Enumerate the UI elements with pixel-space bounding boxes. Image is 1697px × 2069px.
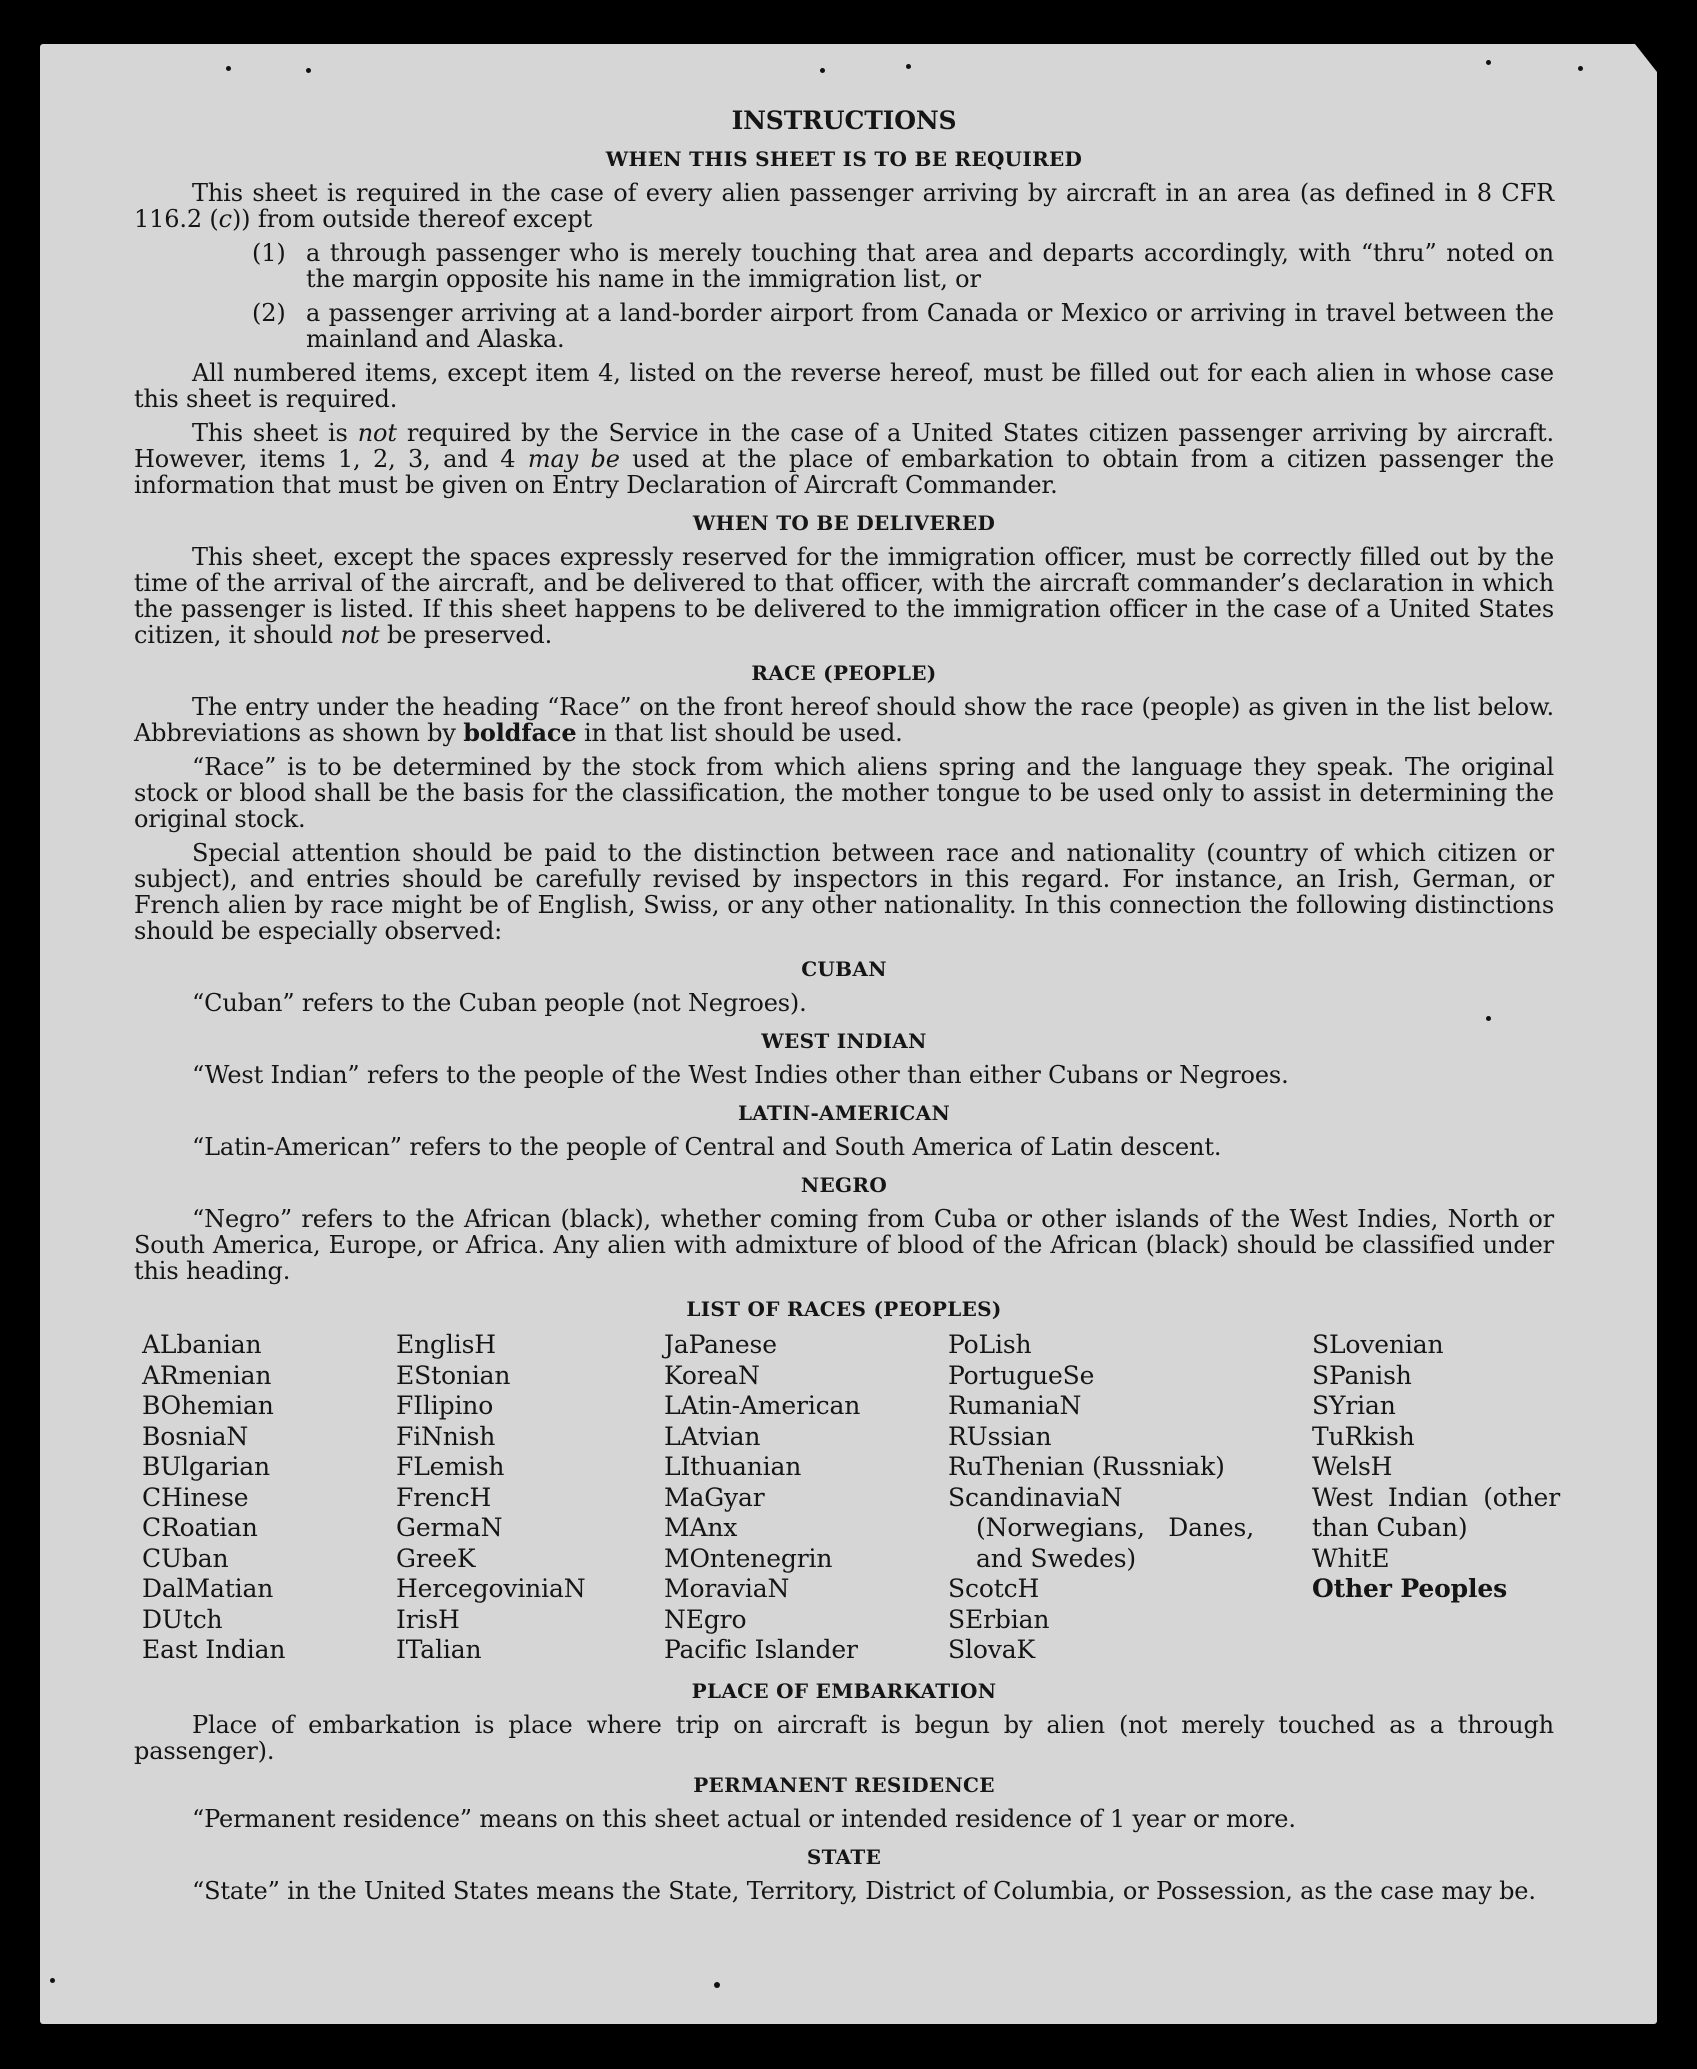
paragraph: This sheet is not required by the Service in the case of a United States citizen passenger arriving by aircraft. However, items 1, 2, 3, and 4 may be used at the place of embarkation to obtain from a citizen passenger the information that must be given on Entry Declaration of Aircraft Commander.	[134, 419, 1555, 499]
list-item: (1) a through passenger who is merely touching that area and departs accordingly, with “thru” noted on the margin opposite his name in the immigration list, or	[252, 239, 1554, 293]
race-entry: FIlipino	[396, 1391, 494, 1420]
paragraph: Place of embarkation is place where trip on aircraft is begun by alien (not merely touched as a through passenger).	[134, 1710, 1554, 1765]
heading-latin-american: LATIN-AMERICAN	[737, 1101, 951, 1125]
race-column	[1312, 1330, 1560, 1666]
race-entry: GermaN	[396, 1513, 503, 1542]
race-entry: SPanish	[1312, 1360, 1412, 1390]
race-entry: ITalian	[396, 1635, 482, 1664]
paragraph: Special attention should be paid to the distinction between race and nationality (country of which citizen or subject), and entries should be carefully revised by inspectors in this regard. For instance, an Irish, German, or French alien by race might be of English, Swiss, or any other nationality. In this connection the following distinctions should be especially observed:	[134, 839, 1554, 945]
race-entry: MAnx	[664, 1513, 738, 1542]
race-entry: West Indian (other than Cuban)	[1312, 1482, 1560, 1542]
race-entry: FrencH	[396, 1482, 492, 1512]
race-entry: ScandinaviaN (Norwegians, Danes, and Swedes)	[948, 1482, 1254, 1573]
heading-race: RACE (PEOPLE)	[751, 661, 937, 685]
race-entry: TuRkish	[1312, 1421, 1415, 1451]
race-entry: ALbanian	[142, 1330, 262, 1359]
race-column	[664, 1330, 948, 1666]
heading-when-delivered: WHEN TO BE DELIVERED	[692, 511, 996, 535]
paragraph: “State” in the United States means the State, Territory, District of Columbia, or Possession, as the case may be.	[192, 1876, 1536, 1905]
speck	[906, 64, 911, 69]
heading-west-indian: WEST INDIAN	[761, 1029, 927, 1053]
race-entry: EnglisH	[396, 1330, 496, 1359]
race-list	[142, 1330, 1560, 1666]
paragraph: “Cuban” refers to the Cuban people (not Negroes).	[192, 989, 807, 1017]
speck	[1578, 66, 1583, 71]
race-column	[396, 1330, 664, 1666]
race-entry: WelsH	[1312, 1452, 1393, 1481]
race-entry: LIthuanian	[664, 1452, 802, 1481]
race-entry: RUssian	[948, 1421, 1052, 1451]
race-entry: Other Peoples	[1312, 1574, 1507, 1603]
race-entry: SlovaK	[948, 1635, 1035, 1664]
race-entry: East Indian	[142, 1635, 286, 1664]
speck	[714, 1982, 720, 1988]
speck	[1486, 60, 1491, 65]
heading-cuban: CUBAN	[801, 957, 887, 981]
race-entry: SErbian	[948, 1604, 1050, 1634]
paragraph: The entry under the heading “Race” on the front hereof should show the race (people) as given in the list below. Abbreviations as shown by boldface in that list should be used.	[134, 693, 1554, 747]
paragraph: “Latin-American” refers to the people of Central and South America of Latin descent.	[192, 1133, 1222, 1161]
speck	[820, 68, 825, 73]
race-entry: IrisH	[396, 1604, 460, 1634]
speck	[306, 68, 311, 73]
race-entry: ScotcH	[948, 1574, 1040, 1603]
race-entry: JaPanese	[664, 1330, 777, 1359]
race-entry: MoraviaN	[664, 1574, 790, 1603]
race-entry: SYrian	[1312, 1391, 1396, 1420]
paragraph: This sheet is required in the case of every alien passenger arriving by aircraft in an area (as defined in 8 CFR 116.2 (c)) from outside thereof except	[134, 179, 1554, 233]
race-entry: Pacific Islander	[664, 1635, 858, 1664]
heading-negro: NEGRO	[800, 1173, 888, 1197]
race-entry: HercegoviniaN	[396, 1574, 586, 1603]
race-entry: NEgro	[664, 1604, 747, 1634]
paragraph: “West Indian” refers to the people of the West Indies other than either Cubans or Negroes.	[192, 1061, 1289, 1089]
speck	[50, 1978, 55, 1983]
race-entry: ARmenian	[142, 1360, 272, 1390]
speck	[226, 66, 231, 71]
paragraph: “Race” is to be determined by the stock from which aliens spring and the language they speak. The original stock or blood shall be the basis for the classification, the mother tongue to be used only to assist in determining the original stock.	[134, 753, 1554, 833]
race-entry: MOntenegrin	[664, 1543, 833, 1573]
race-entry: BOhemian	[142, 1391, 274, 1420]
race-entry: MaGyar	[664, 1482, 765, 1512]
paragraph: “Negro” refers to the African (black), whether coming from Cuba or other islands of the West Indies, North or South America, Europe, or Africa. Any alien with admixture of blood of the African (black) should be classified under this heading.	[134, 1205, 1554, 1285]
race-entry: RuThenian (Russniak)	[948, 1452, 1225, 1481]
race-entry: LAtvian	[664, 1421, 761, 1451]
race-column	[948, 1330, 1254, 1666]
paragraph: “Permanent residence” means on this sheet actual or intended residence of 1 year or more.	[192, 1804, 1296, 1833]
list-item: (2) a passenger arriving at a land-border airport from Canada or Mexico or arriving in travel between the mainland and Alaska.	[252, 299, 1554, 353]
race-entry: KoreaN	[664, 1360, 760, 1390]
race-entry: BosniaN	[142, 1421, 249, 1451]
heading-permanent-residence: PERMANENT RESIDENCE	[693, 1772, 995, 1797]
race-entry: RumaniaN	[948, 1391, 1082, 1420]
race-entry: DUtch	[142, 1604, 223, 1634]
heading-state: STATE	[806, 1844, 882, 1869]
instructions-body	[134, 106, 1560, 1912]
page-corner-fold	[1635, 44, 1657, 72]
race-entry: CRoatian	[142, 1513, 258, 1542]
race-entry: EStonian	[396, 1360, 511, 1390]
race-entry: GreeK	[396, 1543, 476, 1573]
race-entry: FiNnish	[396, 1421, 496, 1451]
race-entry: FLemish	[396, 1452, 505, 1481]
race-entry: DalMatian	[142, 1574, 274, 1603]
heading-list-of-races: LIST OF RACES (PEOPLES)	[686, 1297, 1002, 1321]
page-title: INSTRUCTIONS	[731, 106, 957, 135]
heading-embarkation: PLACE OF EMBARKATION	[691, 1678, 997, 1703]
race-entry: PoLish	[948, 1330, 1032, 1359]
race-entry: PortugueSe	[948, 1360, 1095, 1390]
race-entry: SLovenian	[1312, 1330, 1444, 1359]
race-column	[142, 1330, 396, 1666]
document-page	[40, 44, 1657, 2024]
paragraph: This sheet, except the spaces expressly reserved for the immigration officer, must be correctly filled out by the time of the arrival of the aircraft, and be delivered to that officer, with the aircraft commander’s declaration in which the passenger is listed. If this sheet happens to be delivered to the immigration officer in the case of a United States citizen, it should not be preserved.	[134, 543, 1554, 649]
paragraph: All numbered items, except item 4, listed on the reverse hereof, must be filled out for each alien in whose case this sheet is required.	[134, 359, 1554, 413]
heading-when-required: WHEN THIS SHEET IS TO BE REQUIRED	[605, 147, 1083, 171]
race-entry: BUlgarian	[142, 1452, 270, 1481]
race-entry: WhitE	[1312, 1543, 1390, 1573]
race-entry: LAtin-American	[664, 1391, 861, 1420]
race-entry: CUban	[142, 1543, 229, 1573]
race-entry: CHinese	[142, 1482, 249, 1512]
